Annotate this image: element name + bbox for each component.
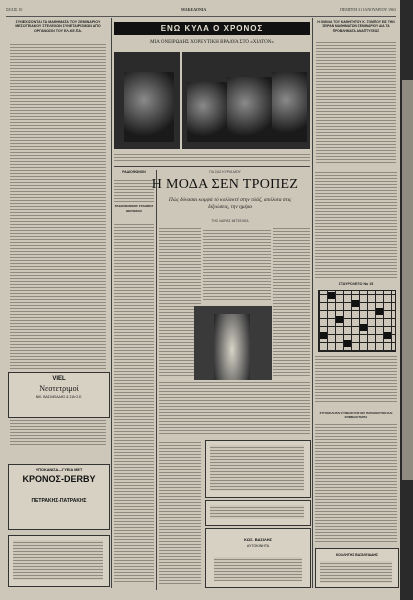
section-rule — [114, 166, 310, 167]
left-article-column — [6, 18, 110, 378]
photo-speaker — [114, 52, 180, 149]
radio-listing — [114, 222, 154, 582]
ad-bottom-center — [205, 528, 311, 588]
page-number: ΣΕΛΙΣ 10 — [6, 7, 23, 12]
newspaper-name: ΜΑΚΕΔΟΝΙΑ — [181, 7, 207, 12]
feature-banner: ΕΝΩ ΚΥΛΑ Ο ΧΡΟΝΟΣ — [114, 22, 310, 35]
radio-column — [114, 170, 154, 590]
center-lower-text — [159, 440, 201, 585]
ad-center-upper — [205, 440, 311, 498]
ad-kronos-line3: ΠΕΤΡΑΚΗΣ-ΠΑΤΡΑΚΗΣ — [31, 498, 87, 504]
feature-subtitle: ΜΙΑ ΟΝΕΙΡΩΔΗΣ ΧΟΡΕΥΤΙΚΗ ΒΡΑΔΥΑ ΣΤΟ «ΧΙΛΤΟΝ» — [150, 40, 274, 45]
ad-bottom-left — [8, 535, 110, 587]
right-article-column — [314, 18, 398, 168]
ad-viel — [8, 372, 110, 418]
issue-date: ΠΕΜΠΤΗ 31 ΙΑΝΟΥΑΡΙΟΥ 1963 — [339, 7, 396, 12]
ad-kronos — [8, 464, 110, 530]
ad-viel-details — [10, 418, 106, 446]
ad-viel-brand: VIEL — [52, 376, 66, 382]
ad-kronos-line2: ΚΡΟΝΟΣ-DERBY — [22, 474, 96, 484]
right-article-body — [316, 40, 396, 165]
ad-center-mid — [205, 500, 311, 526]
left-article-headline: ΣΥΝΕΧΙΖΟΝΤΑΙ ΤΑ ΜΑΘΗΜΑΤΑ ΤΟΥ ΣΕΜΙΝΑΡΙΟΥ ΜΕΣΟΓΕΙΑΚΟΥ ΣΤΕΛΕΧΩΝ ΣΥΝΕΤΑΙΡΙΣΜΩΝ ΑΠΟ ΟΡΓΑΝΩΣΙΝ ΤΟΥ ΕΛ.ΚΕ.ΠΑ. — [15, 20, 101, 33]
ad-bottom-right — [315, 548, 399, 588]
ad-kronos-line1: ΥΠΟΚΑΝΙΣΑ—ΓΥΕΙΑ ΜΕΤ — [35, 468, 83, 472]
fashion-body-col3 — [273, 226, 310, 376]
crossword-clues — [315, 354, 397, 404]
photo-caption — [114, 152, 310, 162]
ad-viel-line2: ΝΙΚ. ΒΑΣΙΛΕΙΑΔΗΣ & ΣΙΑ Ο.Ε. — [35, 395, 83, 399]
right-article-headline: Η ΟΜΙΛΙΑ ΤΟΥ ΚΑΘΗΓΗΤΟΥ Κ. ΤΟΜΠΟΥ ΕΙΣ ΤΗΝ ΣΕΙΡΑΝ ΜΑΘΗΜΑΤΩΝ ΣΕΜΙΝΑΡΙΟΥ ΔΙΑ ΤΑ ΠΡΟΒΛΗΜΑΤΑ ΑΝΑΠΤΥΞΕΩΣ — [317, 20, 395, 33]
column-divider-right — [312, 18, 313, 588]
right-middle-text — [315, 170, 397, 280]
ad-bottom-right-line1: ΚΟΛΛΗΤΗΣ ΒΑΣΙΛΕΙΑΔΗΣ — [335, 553, 378, 557]
column-divider-radio — [156, 170, 157, 590]
right-lower-text — [315, 422, 397, 542]
fashion-subtitle: Πώς δύνασαι κομψά τό κολλεκτέ στην πλάζ, απόλυτα στις διξιώσεις, την ημέρα — [168, 197, 292, 210]
ad-bottom-center-line2: ΑΥΤΟΚΙΝΗΤΑ — [246, 544, 270, 548]
radio-subheading: ΡΑΔΙΟΦΩΝΙΚΟΣ ΣΤΑΘΜΟΣ ΘΕΣ/ΝΙΚΗΣ — [114, 204, 154, 213]
left-article-body — [10, 42, 106, 370]
fashion-body-lower — [159, 380, 310, 436]
crossword-label: ΣΤΑΥΡΟΛΕΞΟ Νο 15 — [338, 282, 374, 286]
photo-dinner-guests — [182, 52, 310, 149]
fashion-byline: ΤΗΣ ΛΑΙΡΑΣ ΜΙΤΣΕΛΕΑ — [211, 219, 249, 223]
fashion-kicker: ΓΙΑ ΣΑΣ ΚΥΡΙΑ ΜΟΥ — [209, 170, 241, 174]
adjacent-page-edge — [400, 0, 413, 600]
fashion-body-col2 — [203, 228, 271, 302]
right-mid-headline: ΣΥΓΚΕΚΛΗΤΑΙ ΣΥΝΕΛΕΥΣΙΣ ΕΙΣ ΠΑΡΑΚΕΣΤΟΝ ΚΑΙ ΕΠΙΜΕΛΗΤΗΡΙΑ — [319, 411, 393, 420]
page-header — [6, 4, 396, 17]
ad-bottom-center-line1: ΚΩΣ. ΒΑΣΙΛΗΣ — [244, 537, 272, 542]
column-divider — [111, 18, 112, 588]
crossword-grid — [318, 290, 396, 352]
ad-viel-line1: Νεοτετριμοί — [39, 384, 79, 393]
fashion-title: Η ΜΟΔΑ ΣΕΝ ΤΡΟΠΕΖ — [151, 177, 299, 192]
radio-heading: ΡΑΔΙΟΦΩΝΟΝ — [122, 170, 146, 174]
